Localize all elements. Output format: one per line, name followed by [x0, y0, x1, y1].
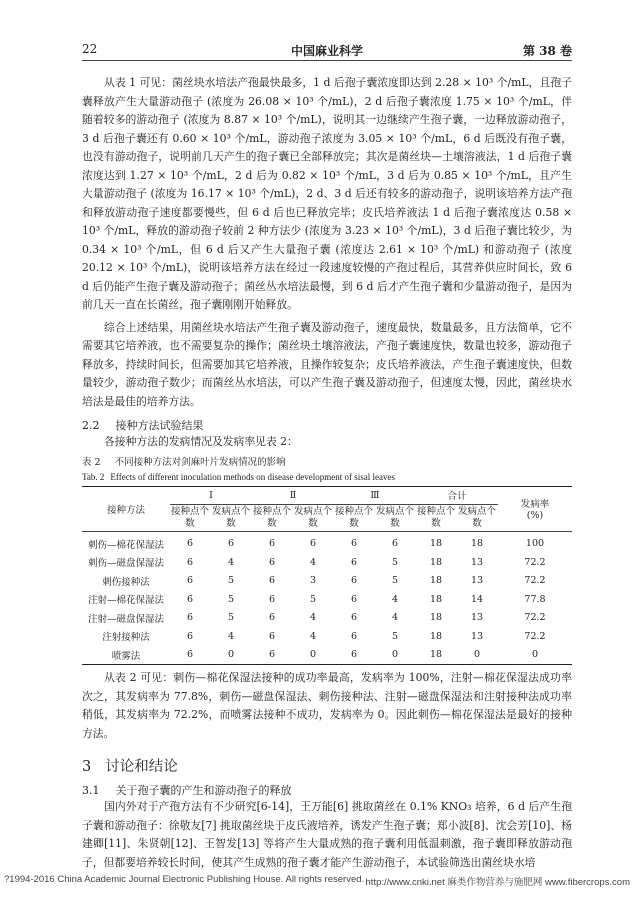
value-cell: 18 [429, 593, 443, 605]
column-header-rate [498, 486, 572, 531]
value-cell: 18 [429, 556, 443, 568]
method-cell: 刺伤接种法 [102, 576, 150, 588]
column-group-3: Ⅲ [334, 486, 416, 504]
method-cell: 刺伤—棉花保湿法 [82, 531, 170, 553]
method-cell: 刺伤—磁盘保湿法 [87, 558, 164, 570]
section-title: 讨论和结论 [105, 759, 178, 775]
value-cell: 6 [350, 556, 358, 568]
section-heading-2-2 [82, 417, 572, 433]
subheader-diseased-points: 发病点个数 [375, 505, 414, 529]
value-cell: 6 [170, 531, 210, 553]
source-watermark: http://www.cnki.net 麻类作物营养与施肥网 www.fibercrops.com [365, 877, 630, 888]
value-cell: 4 [391, 593, 399, 605]
rate-label: 发病率 [520, 499, 550, 510]
value-cell: 13 [470, 556, 484, 568]
method-cell: 注射—磁盘保湿法 [87, 613, 164, 625]
value-cell: 77.8 [524, 593, 546, 605]
value-cell: 18 [416, 531, 456, 553]
copyright-notice: ?1994-2016 China Academic Journal Electronic Publishing House. All rights reserved. [4, 874, 365, 885]
value-cell: 72.2 [524, 556, 546, 568]
value-cell: 13 [470, 630, 484, 642]
table-row [82, 609, 572, 628]
paragraph-results-table2: 从表 2 可见：刺伤—棉花保湿法接种的成功率最高，发病率为 100%，注射—棉花保湿法成功率次之，其发病率为 77.8%，刺伤—磁盘保湿法、刺伤接种法、注射—磁盘保湿法和注射接种法成功率稍低，其发病率为 72.2%，而喷雾法接种不成功，发病率为 0。因此刺伤—棉花保湿法是最好的接种方法。 [82, 671, 572, 740]
table-row [82, 553, 572, 572]
page-header [82, 40, 572, 61]
section-number: 3.1 [82, 784, 100, 797]
value-cell: 6 [210, 531, 252, 553]
column-group-2: Ⅱ [252, 486, 334, 504]
table-label-en: Tab. 2 [82, 471, 105, 482]
table-row [82, 531, 572, 553]
value-cell: 6 [268, 630, 276, 642]
paragraph-table2-intro: 各接种方法的发病情况及发病率见表 2： [104, 435, 298, 448]
section-heading-3 [82, 755, 572, 776]
value-cell: 4 [227, 556, 235, 568]
value-cell: 0 [292, 646, 334, 665]
value-cell: 6 [350, 630, 358, 642]
value-cell: 72.2 [524, 630, 546, 642]
value-cell: 0 [456, 646, 498, 665]
section-number: 2.2 [82, 419, 100, 432]
value-cell: 5 [391, 556, 399, 568]
value-cell: 5 [227, 575, 235, 587]
paragraph-results-table1: 从表 1 可见：菌丝块水培法产孢最快最多，1 d 后孢子囊浓度即达到 2.28 × 10³ 个/mL，且孢子囊释放产生大量游动孢子 (浓度为 26.08 × 10³ 个/mL)，2 d 后孢子囊浓度 1.75 × 10³ 个/mL，伴随着较多的游动孢子 (浓度为 8.87 × 10³ 个/mL)，说明其一边继续产生孢子囊，一边释放游动孢子，3 d 后孢子囊还有 0.60 × 10³ 个/mL，游动孢子浓度为 3.05 × 10³ 个/mL，6 d 后既没有孢子囊，也没有游动孢子，说明前几天产生的孢子囊已全部释放完；其次是菌丝块—土壤溶液法，1 d 后孢子囊浓度达到 1.27 × 10³ 个/mL，2 d 后为 0.82 × 10³ 个/mL，3 d 后为 0.85 × 10³ 个/mL，且产生大量游动孢子 (浓度为 16.17 × 10³ 个/mL)，2 d、3 d 后还有较多的游动孢子，说明该培养方法产孢和释放游动孢子速度都要慢些，但 6 d 后也已释放完毕；皮氏培养液法 1 d 后孢子囊浓度达 0.58 × 10³ 个/mL，释放的游动孢子较前 2 种方法少 (浓度为 3.23 × 10³ 个/mL)，3 d 后孢子囊比较少，为 0.34 × 10³ 个/mL，但 6 d 后又产生大量孢子囊 (浓度达 2.61 × 10³ 个/mL) 和游动孢子 (浓度 20.12 × 10³ 个/mL)，说明该培养方法在经过一段速度较慢的产孢过程后，其营养供应时间长，致 6 d 后仍能产生孢子囊及游动孢子；菌丝丛水培法最慢，到 6 d 后才产生孢子囊和少量游动孢子，是因为前几天一直在长菌丝，孢子囊刚刚开始释放。 [82, 76, 572, 311]
column-group-1: Ⅰ [170, 486, 252, 504]
value-cell: 18 [429, 630, 443, 642]
value-cell: 14 [470, 593, 484, 605]
table-caption-en [82, 472, 572, 482]
table-caption-cn [82, 454, 572, 468]
value-cell: 6 [292, 531, 334, 553]
section-heading-3-1 [82, 782, 572, 798]
value-cell: 6 [186, 556, 194, 568]
table-title-en: Effects of different inoculation methods on disease development of sisal leaves [110, 471, 395, 482]
value-cell: 6 [334, 531, 374, 553]
paragraph-discussion: 国内外对于产孢方法有不少研究[6-14]，王万能[6] 挑取菌丝在 0.1% KNO₃ 培养，6 d 后产生孢子囊和游动孢子：徐敬友[7] 挑取菌丝块于皮氏液培养，诱发产生孢子囊；郑小波[8]、沈会芳[10]、杨建卿[11]、朱贤朝[12]、王智发[13] 等将产生大量成熟的孢子囊利用低温刺激，孢子囊即释放游动孢子，但都要培养较长时间，使其产生成熟的孢子囊才能产生游动孢子，本试验筛选出菌丝块水培 [82, 800, 572, 869]
value-cell: 6 [268, 612, 276, 624]
value-cell: 6 [252, 531, 292, 553]
paragraph-summary: 综合上述结果，用菌丝块水培法产生孢子囊及游动孢子，速度最快，数量最多，且方法简单，它不需要其它培养液，也不需要复杂的操作；菌丝块土壤溶液法，产孢子囊速度快，数量也较多，游动孢子释放多，持续时间长，但需要加其它培养液，且操作较复杂；皮氏培养液法，产生孢子囊速度快，但数量较少，游动孢子数少；而菌丝丛水培法，可以产生孢子囊及游动孢子，但速度太慢，因此，菌丝块水培法是最佳的培养方法。 [82, 320, 572, 408]
subheader-inoculation-points: 接种点个数 [416, 505, 455, 529]
article-body [82, 74, 572, 872]
value-cell: 0 [498, 646, 572, 665]
value-cell: 4 [227, 630, 235, 642]
table-row [82, 572, 572, 591]
value-cell: 5 [309, 593, 317, 605]
value-cell: 18 [456, 531, 498, 553]
column-group-total: 合计 [416, 486, 498, 504]
value-cell: 100 [498, 531, 572, 553]
value-cell: 13 [470, 575, 484, 587]
method-cell: 喷雾法 [82, 646, 170, 665]
value-cell: 6 [252, 646, 292, 665]
volume-label: 第 38 卷 [522, 44, 572, 58]
value-cell: 72.2 [524, 575, 546, 587]
subheader-inoculation-points: 接种点个数 [170, 505, 209, 529]
value-cell: 6 [186, 630, 194, 642]
subheader-diseased-points: 发病点个数 [457, 505, 496, 529]
value-cell: 6 [268, 575, 276, 587]
value-cell: 5 [391, 575, 399, 587]
section-title: 接种方法试验结果 [115, 419, 204, 432]
journal-name: 中国麻业科学 [290, 44, 363, 58]
value-cell: 18 [429, 612, 443, 624]
method-cell: 注射接种法 [102, 632, 150, 644]
value-cell: 18 [429, 575, 443, 587]
table-row [82, 590, 572, 609]
value-cell: 3 [309, 575, 317, 587]
table-label-cn: 表 2 [82, 456, 101, 468]
value-cell: 5 [227, 593, 235, 605]
value-cell: 6 [170, 646, 210, 665]
value-cell: 5 [227, 612, 235, 624]
section-title: 关于孢子囊的产生和游动孢子的释放 [115, 784, 292, 797]
value-cell: 6 [268, 556, 276, 568]
value-cell: 6 [350, 612, 358, 624]
subheader-diseased-points: 发病点个数 [293, 505, 332, 529]
table-title-cn: 不同接种方法对剑麻叶片发病情况的影响 [114, 456, 286, 468]
value-cell: 6 [334, 646, 374, 665]
rate-unit: (%) [526, 510, 544, 521]
value-cell: 6 [186, 593, 194, 605]
method-cell: 注射—棉花保湿法 [87, 595, 164, 607]
subheader-inoculation-points: 接种点个数 [334, 505, 373, 529]
table-body [82, 531, 572, 665]
section-number: 3 [82, 759, 92, 775]
value-cell: 4 [309, 556, 317, 568]
value-cell: 6 [186, 575, 194, 587]
value-cell: 13 [470, 612, 484, 624]
table-row [82, 627, 572, 646]
value-cell: 6 [268, 593, 276, 605]
subheader-diseased-points: 发病点个数 [211, 505, 250, 529]
value-cell: 6 [350, 593, 358, 605]
value-cell: 4 [309, 630, 317, 642]
value-cell: 18 [416, 646, 456, 665]
column-header-method: 接种方法 [82, 486, 170, 531]
value-cell: 0 [374, 646, 416, 665]
value-cell: 72.2 [524, 612, 546, 624]
value-cell: 6 [186, 612, 194, 624]
inoculation-table [82, 486, 572, 666]
value-cell: 6 [350, 575, 358, 587]
table-row [82, 646, 572, 665]
value-cell: 5 [391, 630, 399, 642]
value-cell: 4 [391, 612, 399, 624]
value-cell: 6 [374, 531, 416, 553]
page-number: 22 [82, 42, 98, 56]
value-cell: 4 [309, 612, 317, 624]
subheader-inoculation-points: 接种点个数 [252, 505, 291, 529]
value-cell: 0 [210, 646, 252, 665]
